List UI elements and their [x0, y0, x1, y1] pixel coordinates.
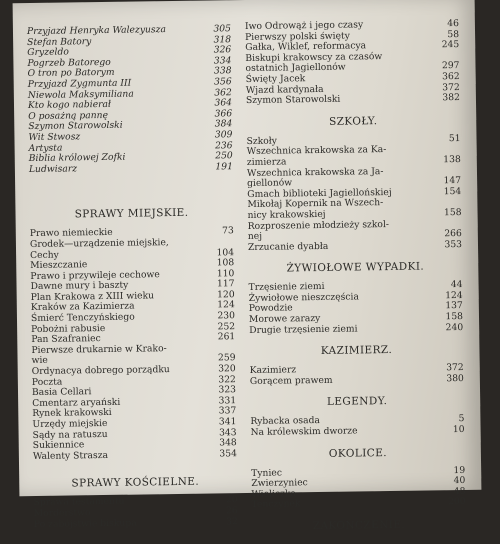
toc-entry-title: Na królewskim dworze [250, 425, 358, 438]
zywiolowe-wypadki-list [249, 280, 464, 336]
toc-entry-title: Artysta [28, 142, 63, 154]
section-heading-sprawy-miejskie: SPRAWY MIEJSKIE. [74, 207, 189, 221]
toc-entry-page: 384 [214, 118, 233, 130]
legendy-list [250, 414, 464, 438]
toc-entry-title: Wit Stwosz [28, 131, 81, 143]
toc-entry-title: Kazimierz [249, 364, 297, 377]
toc-entry-title: Tyniec [251, 467, 283, 479]
toc-entry-title: Rozproszenie młodzieży szkol- [247, 218, 390, 232]
toc-entry-title: Niewola Maksymiliana [27, 88, 134, 101]
toc-entry-title: Gryzeldo [27, 46, 69, 59]
toc-entry [246, 93, 460, 107]
toc-entry-page: 191 [215, 160, 233, 173]
toc-entry-page: 5 [458, 413, 465, 425]
toc-entry-page: 200 [447, 496, 466, 508]
toc-entry-page: 354 [219, 447, 237, 460]
toc-entry-title: Zrzucanie dyabła [247, 240, 329, 253]
toc-entry-page: 380 [446, 372, 464, 385]
toc-entry-page: 117 [216, 278, 235, 290]
toc-entry-title: Przyjazd Henryka Walezyusza [26, 24, 167, 38]
toc-entry-title: Rybacka osada [250, 415, 321, 428]
toc-entry-title: Pogrzeb Batorego [27, 56, 111, 69]
toc-entry-title: Morowe zarazy [248, 313, 321, 326]
szkoly-list [246, 134, 462, 254]
toc-entry-page: 40 [453, 475, 466, 487]
toc-entry-title: Ordynacya dobrego porządku [31, 364, 170, 378]
toc-entry-title: Sprawa testamentu [33, 496, 125, 509]
toc-entry-title: Wszechnica krakowska za Ja- [246, 165, 384, 179]
toc-entry-page: 250 [215, 150, 233, 162]
toc-entry-title: Gorącem prawem [249, 374, 333, 387]
toc-entry-page: 338 [213, 65, 232, 77]
toc-entry-page: 323 [218, 384, 237, 396]
toc-entry-title: Śmierć Tenczyńskiego [30, 311, 135, 325]
section-heading-sprawy-koscielne: SPRAWY KOŚCIELNE. [71, 476, 200, 490]
toc-entry-title: Morderstwo [33, 507, 91, 519]
sprawy-miejskie-list [30, 226, 237, 462]
toc-entry-title: Walenty Strasza [32, 449, 109, 462]
toc-entry-title: Iwo Odrowąż i jego czasy [244, 19, 364, 33]
toc-entry-title: Wieliczka [251, 488, 297, 500]
toc-entry-title: Wjazd kardynała [245, 83, 324, 96]
toc-entry-page: 110 [216, 267, 235, 280]
toc-entry-title: Pobożni rabusie [31, 322, 106, 335]
toc-entry-page: 154 [443, 185, 462, 197]
toc-entry-page: 366 [214, 107, 233, 120]
toc-entry-page: 20 [225, 494, 238, 506]
toc-entry-title: Grodek—urządzenie miejskie, [29, 236, 169, 250]
toc-entry-title: Tenczynek [251, 498, 301, 511]
toc-entry-page: 44 [450, 279, 463, 291]
toc-entry-title: O posażną pannę [28, 109, 109, 122]
toc-entry-title: Sądy na ratuszu [32, 428, 108, 441]
toc-entry-title: Pierwsze drukarnie w Krako- [31, 342, 167, 356]
toc-entry-title: Powodzie [248, 302, 293, 315]
right-column [245, 19, 466, 541]
kazimierz-list [250, 363, 464, 387]
toc-entry-page: 318 [213, 33, 232, 46]
toc-entry-page: 362 [442, 70, 460, 83]
toc-entry-title: Biskupi krakowscy za czasów [245, 50, 383, 64]
toc-entry [252, 497, 466, 511]
toc-entry-page: 266 [444, 228, 462, 240]
section-heading-szkoly: SZKOŁY. [329, 114, 378, 128]
toc-entry-page: 32 [226, 515, 238, 527]
toc-entry-page: 124 [445, 289, 463, 302]
toc-entry-title: Cechy [30, 249, 59, 261]
toc-entry-page: 58 [447, 28, 460, 40]
toc-entry-title: Mikołaj Kopernik na Wszech- [247, 197, 384, 211]
section-heading-zakonczenie: ZAKOŃCZENIE. [312, 518, 406, 533]
toc-entry-title: ostatnich Jagiellonów [245, 61, 346, 75]
toc-entry-title: Stefan Batory [27, 35, 92, 48]
toc-entry-page: 108 [216, 257, 235, 269]
toc-entry-title: Trzęsienie ziemi [248, 281, 325, 294]
toc-entry-page: 46 [447, 18, 459, 30]
toc-entry-page: 341 [218, 416, 237, 428]
toc-entry-title: O tron po Batorym [27, 67, 115, 80]
toc-entry-title: Cmentarz aryański [32, 396, 121, 409]
toc-entry [249, 323, 463, 337]
toc-entry-page: 343 [218, 426, 237, 439]
section-heading-zywiolowe-wypadki: ŻYWIOŁOWE WYPADKI. [286, 260, 425, 275]
section-heading-okolice: OKOLICE. [328, 446, 388, 460]
toc-entry-page: 305 [213, 23, 232, 35]
toc-entry-page: 120 [217, 289, 235, 301]
toc-entry-title: Pan Szafraniec [31, 333, 101, 346]
toc-entry-title: wie [31, 355, 48, 367]
toc-entry-title: Sukiennice [32, 439, 85, 452]
toc-entry-page: 259 [217, 352, 236, 364]
toc-entry-title: zimierza [246, 156, 287, 168]
toc-entry-page: 309 [214, 129, 233, 141]
toc-entry-page: 356 [214, 76, 232, 88]
toc-entry-page: 10 [452, 424, 465, 436]
toc-entry-page: 26 [225, 505, 238, 517]
toc-entry-title: Ludwisarz [28, 163, 78, 175]
toc-entry-title: Kraków za Kazimierza [30, 301, 135, 314]
toc-entry-title: Wszechnica krakowska za Ka- [246, 144, 387, 158]
toc-entry [34, 517, 238, 530]
toc-entry-page: 124 [217, 299, 235, 311]
toc-entry-page: 362 [214, 86, 232, 99]
toc-entry-title: Szkoły [246, 135, 278, 147]
toc-entry-page: 230 [217, 310, 236, 322]
section-heading-kazimierz: KAZIMIERZ. [320, 344, 393, 358]
toc-entry-title: Kto kogo nabierał [27, 99, 112, 112]
toc-entry-title: Plan Krakowa z XIII wieku [30, 290, 155, 303]
toc-entry-page: 348 [219, 437, 237, 449]
toc-entry-title: nicy krakowskiej [247, 208, 326, 221]
toc-entry-page: 320 [218, 363, 236, 375]
toc-entry-title: Basia Cellari [31, 386, 92, 399]
toc-entry-title: Biblia królowej Zofki [28, 151, 126, 165]
left-top-list [27, 24, 233, 175]
toc-entry-page: 138 [443, 153, 461, 166]
toc-entry-title: giellonów [247, 177, 293, 190]
toc-entry-page: 372 [442, 81, 460, 93]
toc-entry-page: 322 [218, 373, 236, 386]
toc-entry-title: Mieszczanie [30, 259, 88, 272]
toc-entry [29, 162, 233, 175]
toc-entry-page: 364 [214, 97, 233, 109]
toc-entry-title: Dawne mury i baszty [30, 279, 129, 293]
toc-entry-title: nej [247, 230, 263, 243]
toc-entry-title: Pierwszy polski święty [244, 30, 350, 43]
toc-entry-title: Prawo i przywileje cechowe [30, 268, 160, 282]
toc-entry-page: 245 [441, 39, 460, 51]
toc-entry-page: 372 [446, 362, 464, 374]
toc-entry [251, 425, 465, 439]
toc-entry-page: 261 [217, 331, 236, 343]
toc-entry-page: 331 [218, 394, 237, 407]
toc-entry-page: 334 [213, 54, 232, 67]
toc-entry-title: Po zabójstwie biskupa [33, 517, 137, 530]
toc-entry-page: 236 [214, 139, 233, 151]
toc-entry-page: 382 [442, 92, 461, 104]
toc-entry-page: 19 [453, 464, 466, 476]
toc-entry-page: 240 [445, 321, 464, 333]
toc-entry [248, 240, 462, 254]
toc-entry-title: Przyjazd Zygmunta III [27, 77, 132, 91]
left-column [27, 24, 238, 530]
toc-entry-title: Święty Jacek [245, 73, 306, 85]
toc-entry-title: Poczta [31, 376, 63, 388]
toc-entry-page: 73 [222, 225, 234, 237]
toc-entry-title: Szymon Starowolski [245, 93, 341, 107]
toc-entry-page: 137 [445, 300, 463, 312]
toc-entry-title: Żywiołowe nieszczęścia [248, 291, 359, 304]
okolice-list [251, 466, 466, 511]
toc-entry-page: 158 [445, 311, 464, 323]
toc-entry-title: Drugie trzęsienie ziemi [249, 323, 358, 336]
sprawy-koscielne-list [33, 496, 237, 531]
right-top-list [245, 19, 460, 107]
toc-entry-title: Urzędy miejskie [32, 417, 108, 431]
toc-entry [250, 374, 464, 388]
toc-entry-title: Gałka, Wiklef, reformacya [245, 40, 367, 54]
toc-entry-page: 147 [443, 175, 462, 187]
toc-entry-page: 337 [218, 405, 237, 417]
book-page [13, 0, 482, 533]
toc-entry-title: Szymon Starowolski [28, 120, 123, 133]
section-heading-legendy: LEGENDY. [326, 395, 388, 409]
toc-entry-page: 104 [216, 246, 235, 258]
toc-entry-page: 51 [448, 132, 461, 144]
toc-entry-page: 326 [213, 44, 232, 56]
toc-entry-title: Prawo niemieckie [29, 227, 113, 240]
toc-entry-page: 158 [443, 206, 462, 219]
toc-entry-page: 252 [217, 320, 236, 333]
toc-entry-page: 353 [444, 238, 463, 250]
toc-entry-title: Gmach biblioteki Jagiellońskiej [247, 186, 392, 200]
toc-entry [33, 449, 237, 462]
toc-entry-title: Zwierzyniec [251, 477, 308, 490]
toc-entry-page: 297 [441, 60, 460, 72]
toc-entry-page: 48 [453, 485, 466, 497]
toc-entry-title: Rynek krakowski [32, 407, 112, 420]
